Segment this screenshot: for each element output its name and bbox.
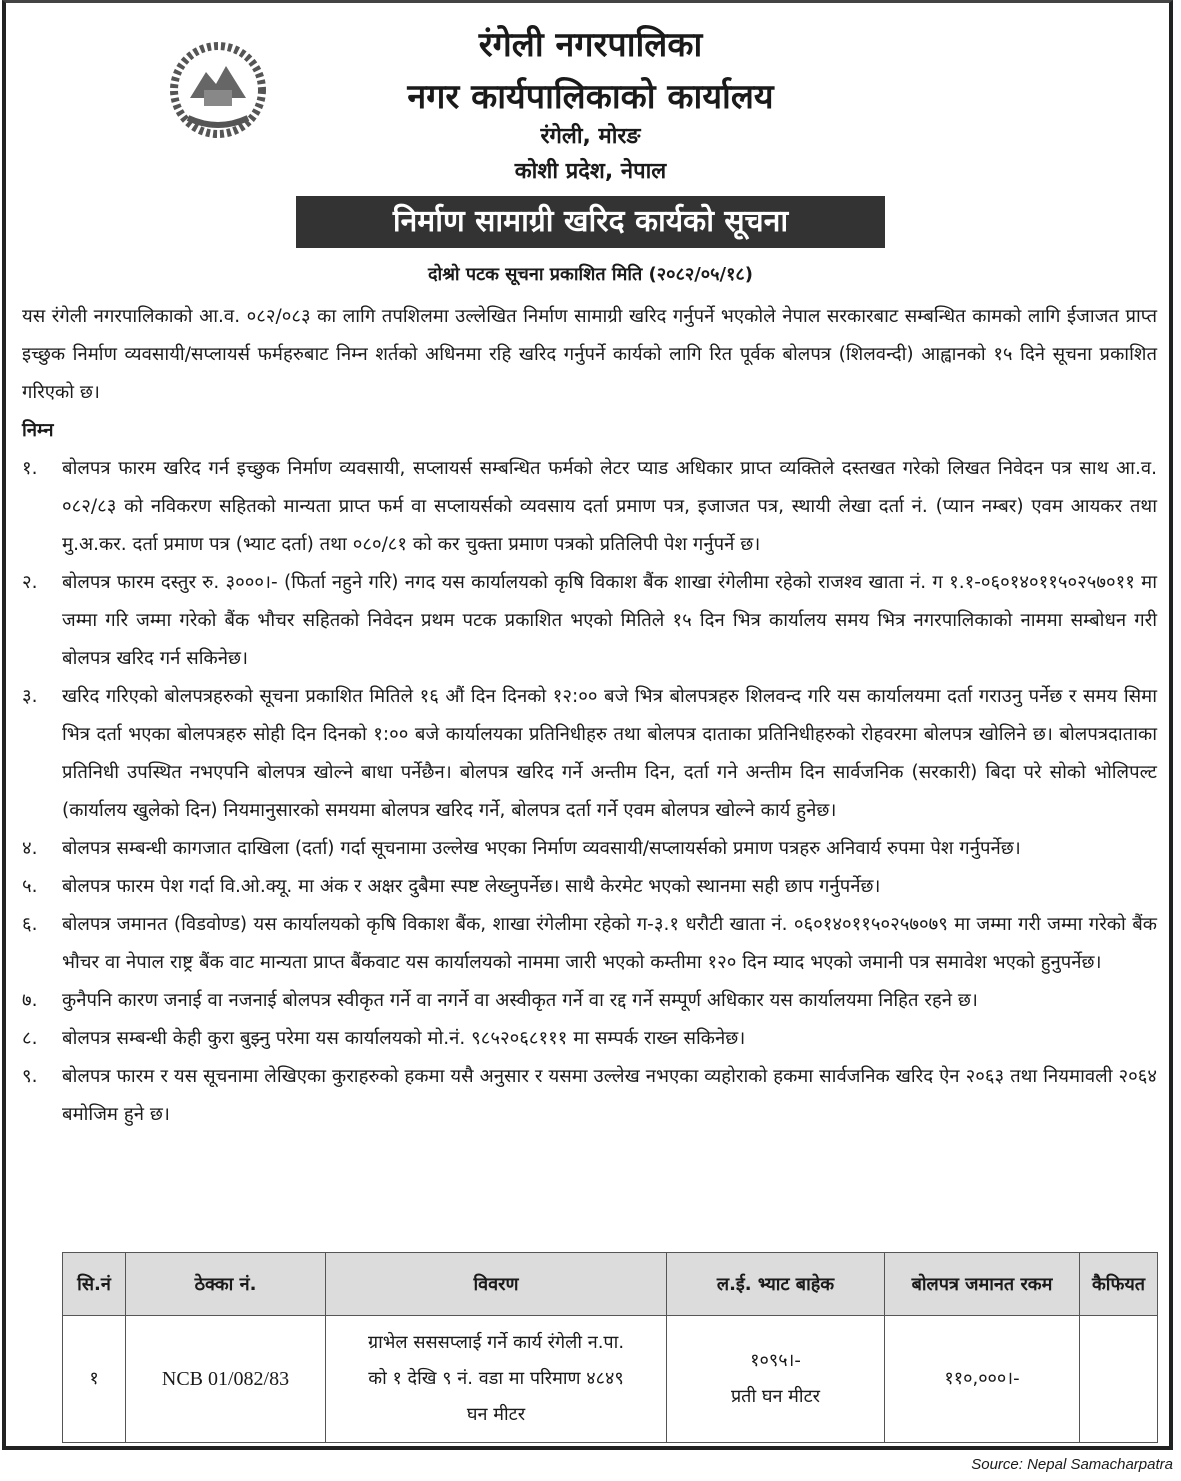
col-contract: ठेक्का नं. xyxy=(126,1253,326,1316)
item-number: २. xyxy=(22,572,38,593)
item-text: बोलपत्र फारम खरिद गर्न इच्छुक निर्माण व्यवसायी, सप्लायर्स सम्बन्धित फर्मको लेटर प्याड अधिकार प्राप्त व्यक्तिले दस्तखत गरेको लिखत निवेदन पत्र साथ आ.व. ०८२/८३ को नविकरण सहितको मान्यता प्राप्त फर्म वा सप्लायर्सको व्यवसाय दर्ता प्रमाण पत्र, इजाजत पत्र, स्थायी लेखा दर्ता नं. (प्यान नम्बर) एवम आयकर तथा मु.अ.कर. दर्ता प्रमाण पत्र (भ्याट दर्ता) तथा ०८०/८१ को कर चुक्ता प्रमाण पत्रको प्रतिलिपी पेश गर्नुपर्ने छ। xyxy=(62,458,1157,555)
item-text: कुनैपनि कारण जनाई वा नजनाई बोलपत्र स्वीकृत गर्ने वा नगर्ने वा अस्वीकृत गर्ने वा रद्द गर्ने सम्पूर्ण अधिकार यस कार्यालयमा निहित रहने छ। xyxy=(62,990,978,1011)
col-bid-security: बोलपत्र जमानत रकम xyxy=(885,1253,1080,1316)
cell-bid-security: ११०,०००।- xyxy=(885,1316,1080,1443)
item-text: बोलपत्र फारम र यस सूचनामा लेखिएका कुराहरुको हकमा यसै अनुसार र यसमा उल्लेख नभएका व्यहोराको हकमा सार्वजनिक खरिद ऐन २०६३ तथा नियमावली २०६४ बमोजिम हुने छ। xyxy=(62,1066,1157,1125)
list-item xyxy=(22,868,1157,906)
item-number: ३. xyxy=(22,686,38,707)
intro-paragraph: यस रंगेली नगरपालिकाको आ.व. ०८२/०८३ का लागि तपशिलमा उल्लेखित निर्माण सामाग्री खरिद गर्नुपर्ने भएकोले नेपाल सरकारबाट सम्बन्धित कामको लागि ईजाजत प्राप्त इच्छुक निर्माण व्यवसायी/सप्लायर्स फर्महरुबाट निम्न शर्तको अधिनमा रहि खरिद गर्नुपर्ने कार्यको लागि रित पूर्वक बोलपत्र (शिलवन्दी) आह्वानको १५ दिने सूचना प्रकाशित गरिएको छ। xyxy=(22,306,1157,403)
notice-body xyxy=(22,298,1157,1134)
item-number: ५. xyxy=(22,876,38,897)
item-number: ९. xyxy=(22,1066,38,1087)
cell-remarks xyxy=(1080,1316,1158,1443)
item-number: ७. xyxy=(22,990,38,1011)
item-text: खरिद गरिएको बोलपत्रहरुको सूचना प्रकाशित मितिले १६ औं दिन दिनको १२:०० बजे भित्र बोलपत्रहरु शिलवन्द गरि यस कार्यालयमा दर्ता गराउनु पर्नेछ र समय सिमा भित्र दर्ता भएका बोलपत्रहरु सोही दिन दिनको १:०० बजे कार्यालयका प्रतिनिधीहरु तथा बोलपत्र दाताका प्रतिनिधीहरुको रोहवरमा बोलपत्र खोलिने छ। बोलपत्रदाताका प्रतिनिधी उपस्थित नभएपनि बोलपत्र खोल्ने बाधा पर्नेछैन। बोलपत्र खरिद गर्ने अन्तीम दिन, दर्ता गने अन्तीम दिन सार्वजनिक (सरकारी) बिदा परे सोको भोलिपल्ट (कार्यालय खुलेको दिन) नियमानुसारको समयमा बोलपत्र खरिद गर्ने, बोलपत्र दर्ता गर्ने एवम बोलपत्र खोल्ने कार्य हुनेछ। xyxy=(62,686,1157,821)
list-item xyxy=(22,678,1157,830)
cell-estimate xyxy=(667,1316,885,1443)
list-item xyxy=(22,450,1157,564)
col-description: विवरण xyxy=(326,1253,667,1316)
conditions-heading: निम्न xyxy=(22,420,54,441)
item-text: बोलपत्र सम्बन्धी कागजात दाखिला (दर्ता) गर्दा सूचनामा उल्लेख भएका निर्माण व्यवसायी/सप्लायर्सको प्रमाण पत्रहरु अनिवार्य रुपमा पेश गर्नुपर्नेछ। xyxy=(62,838,1021,859)
office-name: नगर कार्यपालिकाको कार्यालय xyxy=(407,77,774,117)
item-text: बोलपत्र सम्बन्धी केही कुरा बुझ्नु परेमा यस कार्यालयको मो.नं. ९८५२०६८१११ मा सम्पर्क राख्न सकिनेछ। xyxy=(62,1028,746,1049)
notice-title: निर्माण सामाग्री खरिद कार्यको सूचना xyxy=(296,196,885,248)
list-item xyxy=(22,906,1157,982)
list-item xyxy=(22,1020,1157,1058)
org-name: रंगेली नगरपालिका xyxy=(478,25,703,65)
list-item xyxy=(22,564,1157,678)
table-header-row xyxy=(63,1253,1158,1316)
col-remarks: कैफियत xyxy=(1080,1253,1158,1316)
list-item xyxy=(22,1058,1157,1134)
col-sn: सि.नं xyxy=(63,1253,126,1316)
cell-description: ग्राभेल सससप्लाई गर्ने कार्य रंगेली न.पा. को १ देखि ९ नं. वडा मा परिमाण ४८४९ घन मीटर xyxy=(326,1316,667,1443)
list-item xyxy=(22,982,1157,1020)
item-number: ८. xyxy=(22,1028,38,1049)
source-credit: Source: Nepal Samacharpatra xyxy=(971,1456,1173,1473)
item-text: बोलपत्र फारम पेश गर्दा वि.ओ.क्यू. मा अंक र अक्षर दुबैमा स्पष्ट लेख्नुपर्नेछ। साथै केरमेट भएको स्थानमा सही छाप गर्नुपर्नेछ। xyxy=(62,876,881,897)
contract-table xyxy=(62,1252,1158,1443)
item-text: बोलपत्र जमानत (विडवोण्ड) यस कार्यालयको कृषि विकाश बैंक, शाखा रंगेलीमा रहेको ग-३.१ धरौटी खाता नं. ०६०१४०११५०२५७०७९ मा जम्मा गरी जम्मा गरेको बैंक भौचर वा नेपाल राष्ट्र बैंक वाट मान्यता प्राप्त बैंकवाट यस कार्यालयको नाममा जारी भएको कम्तीमा १२० दिन म्याद भएको जमानी पत्र समावेश भएको हुनुपर्नेछ। xyxy=(62,914,1157,973)
item-number: ६. xyxy=(22,914,38,935)
item-number: ४. xyxy=(22,838,38,859)
cell-sn: १ xyxy=(63,1316,126,1443)
item-number: १. xyxy=(22,458,38,479)
list-item xyxy=(22,830,1157,868)
province: कोशी प्रदेश, नेपाल xyxy=(514,159,667,184)
cell-contract: NCB 01/082/83 xyxy=(126,1316,326,1443)
col-estimate: ल.ई. भ्याट बाहेक xyxy=(667,1253,885,1316)
estimate-unit: प्रती घन मीटर xyxy=(730,1386,821,1407)
item-text: बोलपत्र फारम दस्तुर रु. ३०००।- (फिर्ता नहुने गरि) नगद यस कार्यालयको कृषि विकाश बैंक शाखा रंगेलीमा रहेको राजश्व खाता नं. ग १.१-०६०१४०११५०२५७०११ मा जम्मा गरि जम्मा गरेको बैंक भौचर सहितको निवेदन प्रथम पटक प्रकाशित भएको मितिले १५ दिन भित्र कार्यालय समय भित्र नगरपालिकाको नाममा सम्बोधन गरी बोलपत्र खरिद गर्न सकिनेछ। xyxy=(62,572,1157,669)
estimate-value: १०९५।- xyxy=(750,1350,801,1371)
address: रंगेली, मोरङ xyxy=(540,124,641,149)
table-row xyxy=(63,1316,1158,1443)
conditions-list xyxy=(22,450,1157,1134)
published-date: दोश्रो पटक सूचना प्रकाशित मिति (२०८२/०५/१८) xyxy=(427,264,754,285)
